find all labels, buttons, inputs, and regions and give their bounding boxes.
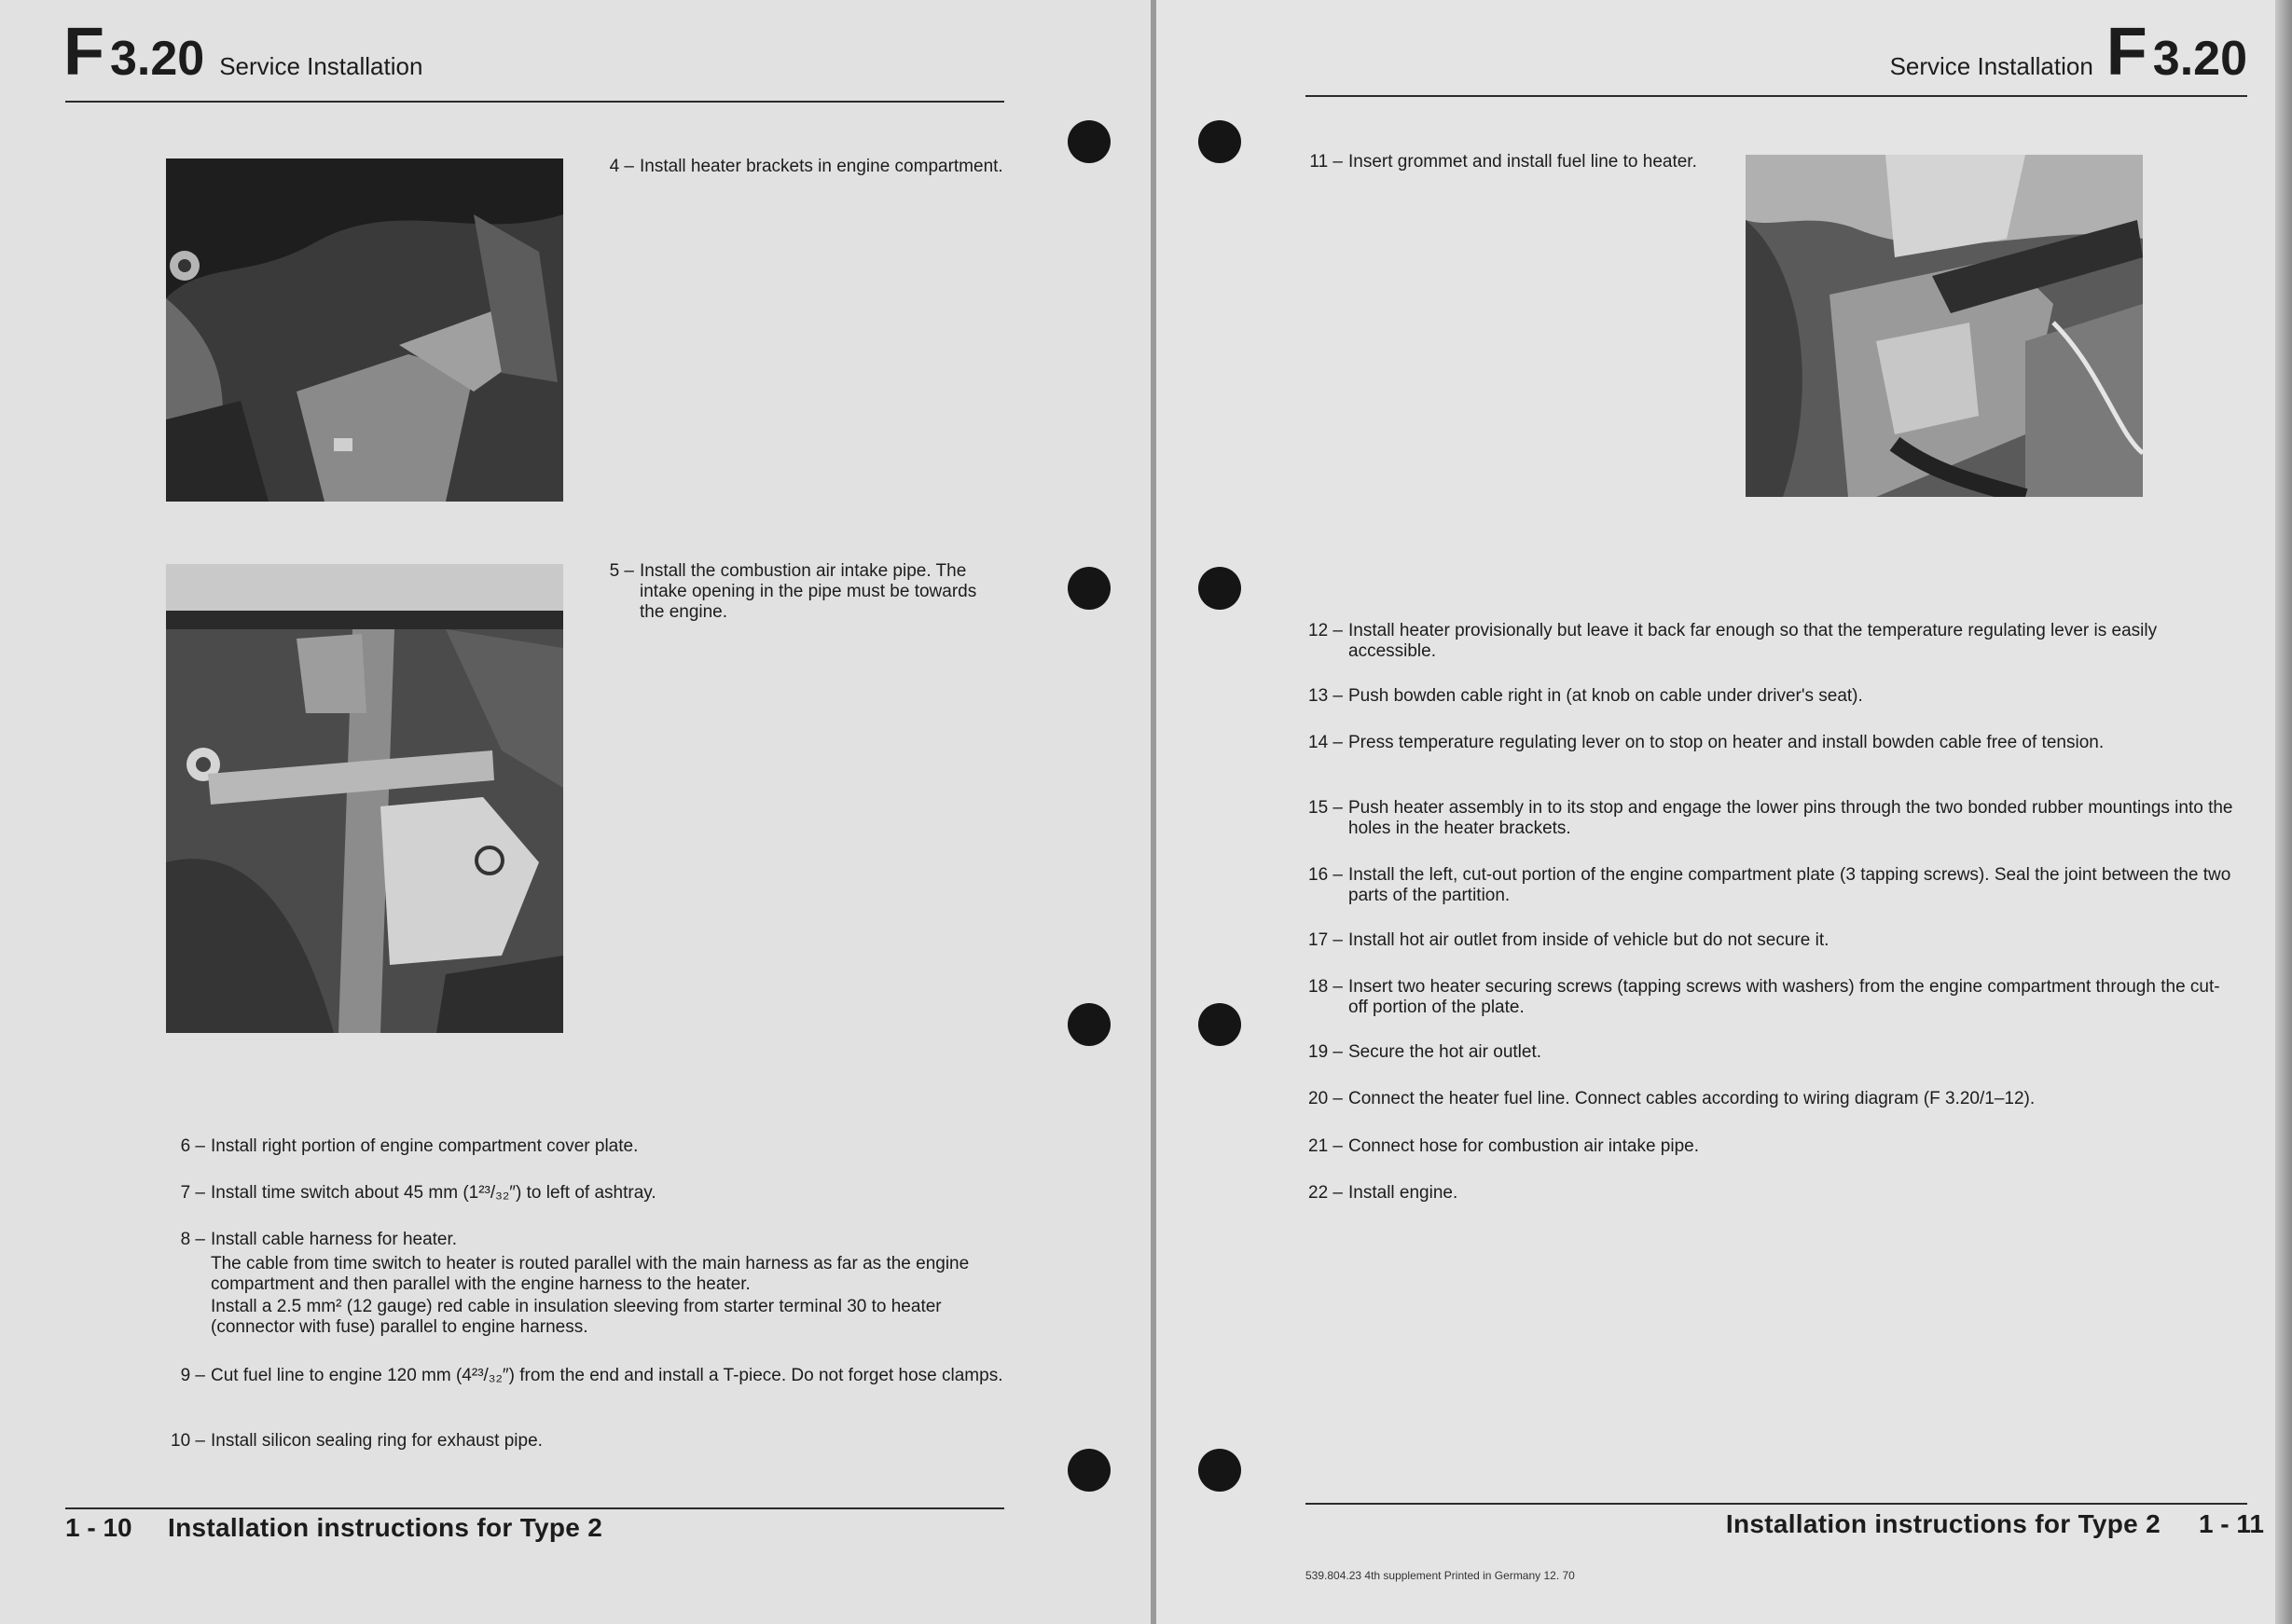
header-rule xyxy=(1305,95,2247,97)
step-13: 13 – Push bowden cable right in (at knob on cable under driver's seat). xyxy=(1308,686,1863,706)
page-number: 1 - 11 xyxy=(2198,1509,2264,1538)
binder-hole xyxy=(1068,1449,1111,1492)
step-21: 21 – Connect hose for combustion air intake pipe. xyxy=(1308,1136,1699,1156)
step-22: 22 – Install engine. xyxy=(1308,1183,1458,1203)
section-number: 3.20 xyxy=(109,32,205,86)
step-17: 17 – Install hot air outlet from inside of vehicle but do not secure it. xyxy=(1308,930,1829,950)
footer-title: Installation instructions for Type 2 xyxy=(168,1513,603,1542)
right-page-header xyxy=(1889,15,2247,89)
binder-hole xyxy=(1068,1003,1111,1046)
step-7: 7 – Install time switch about 45 mm (1²³/₃₂″) to left of ashtray. xyxy=(180,1183,656,1203)
section-title: Service Installation xyxy=(219,52,423,80)
step-15: 15 – Push heater assembly in to its stop and engage the lower pins through the two bonded rubber mountings into the holes in the heater brackets. xyxy=(1308,798,2233,838)
header-rule xyxy=(65,101,1004,103)
footer-rule xyxy=(65,1507,1004,1509)
right-page xyxy=(1156,0,2292,1624)
imprint: 539.804.23 4th supplement Printed in Germany 12. 70 xyxy=(1305,1569,1575,1582)
section-title: Service Installation xyxy=(1889,52,2093,80)
footer-rule xyxy=(1305,1503,2247,1505)
step-14: 14 – Press temperature regulating lever on to stop on heater and install bowden cable free of tension. xyxy=(1308,733,2105,752)
binder-hole xyxy=(1068,567,1111,610)
step-4: 4 – Install heater brackets in engine compartment. xyxy=(609,157,1003,176)
step-8: 8 – Install cable harness for heater. The cable from time switch to heater is routed parallel with the main harness as far as the engine compartment and then parallel with the engine harness to the heater. Install a 2.5 mm² (12 gauge) red cable in insulation sleeving from starter terminal 30 to heater (connector with fuse) parallel to engine harness. xyxy=(180,1230,970,1337)
step-16: 16 – Install the left, cut-out portion of the engine compartment plate (3 tapping screws). Seal the joint between the two parts of the partition. xyxy=(1308,865,2231,905)
step-5: 5 – Install the combustion air intake pipe. The intake opening in the pipe must be towards the engine. xyxy=(609,561,977,622)
footer-title: Installation instructions for Type 2 xyxy=(1725,1509,2161,1538)
heater-brackets-photo xyxy=(166,158,563,502)
binder-hole xyxy=(1198,1449,1241,1492)
binder-hole xyxy=(1198,120,1241,163)
section-letter: F xyxy=(63,15,104,89)
page-edge xyxy=(2275,0,2292,1624)
binder-hole xyxy=(1198,1003,1241,1046)
binder-hole xyxy=(1198,567,1241,610)
step-10: 10 – Install silicon sealing ring for exhaust pipe. xyxy=(171,1431,543,1451)
step-18: 18 – Insert two heater securing screws (tapping screws with washers) from the engine compartment through the cut-off portion of the plate. xyxy=(1308,977,2220,1017)
binder-hole xyxy=(1068,120,1111,163)
step-9: 9 – Cut fuel line to engine 120 mm (4²³/₃₂″) from the end and install a T-piece. Do not forget hose clamps. xyxy=(180,1366,1003,1385)
step-19: 19 – Secure the hot air outlet. xyxy=(1308,1042,1542,1062)
step-12: 12 – Install heater provisionally but leave it back far enough so that the temperature regulating lever is easily accessible. xyxy=(1308,621,2158,661)
left-page-header xyxy=(63,15,423,89)
step-6: 6 – Install right portion of engine compartment cover plate. xyxy=(180,1136,639,1156)
air-intake-pipe-photo xyxy=(166,564,563,1033)
step-20: 20 – Connect the heater fuel line. Connect cables according to wiring diagram (F 3.20/1–12). xyxy=(1308,1089,2036,1108)
page-number: 1 - 10 xyxy=(65,1513,132,1542)
step-11: 11 – Insert grommet and install fuel line to heater. xyxy=(1309,152,1697,172)
fuel-line-grommet-photo xyxy=(1746,155,2143,497)
section-number: 3.20 xyxy=(2152,32,2247,86)
section-letter: F xyxy=(2106,15,2147,89)
